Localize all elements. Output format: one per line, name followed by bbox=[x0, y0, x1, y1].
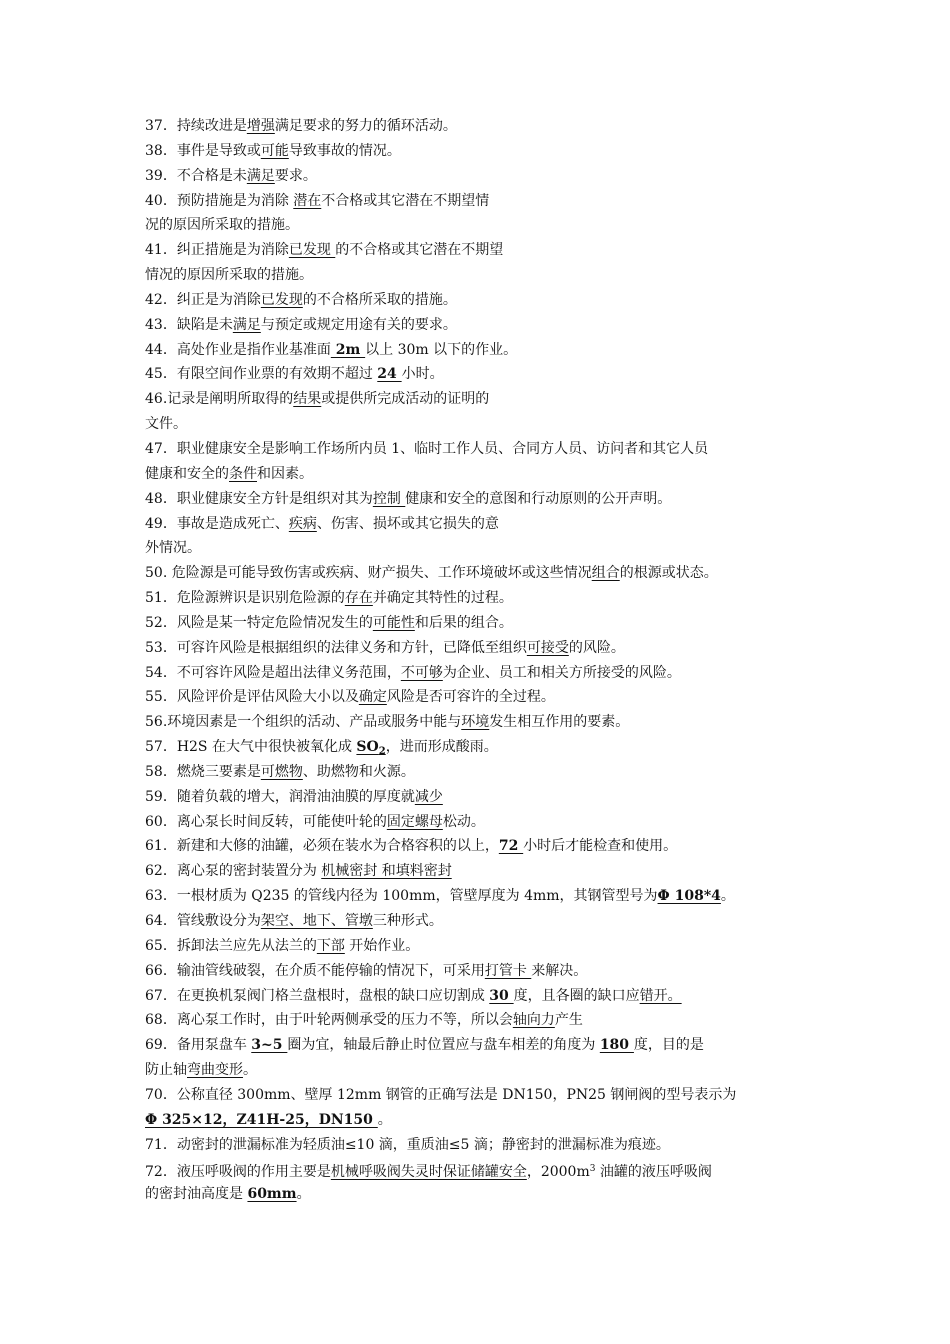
answer-blank: 机械呼吸阀失灵时保证储罐安全 bbox=[330, 1164, 527, 1181]
item-61: 61．新建和大修的油罐，必须在装水为合格容积的以上，72 小时后才能检查和使用。 bbox=[145, 838, 678, 855]
answer-blank: 满足 bbox=[232, 316, 261, 333]
item-59: 59．随着负载的增大，润滑油油膜的厚度就减少 bbox=[145, 788, 443, 805]
item-44: 44．高处作业是指作业基准面 2m 以上 30m 以下的作业。 bbox=[145, 341, 518, 358]
item-46-cont: 文件。 bbox=[145, 416, 187, 433]
item-53: 53．可容许风险是根据组织的法律义务和方针，已降低至组织可接受的风险。 bbox=[145, 639, 625, 656]
answer-blank: 潜在 bbox=[293, 192, 322, 209]
answer-blank: 可能性 bbox=[372, 614, 415, 631]
answer-blank: 已发现 bbox=[260, 291, 303, 308]
answer-blank: $SO_2$ bbox=[356, 739, 386, 758]
item-46: 46.记录是阐明所取得的结果或提供所完成活动的证明的 bbox=[145, 391, 490, 408]
answer-blank: 2m bbox=[330, 341, 366, 358]
answer-blank: 180 bbox=[599, 1037, 634, 1054]
answer-blank: 疾病 bbox=[288, 515, 317, 532]
answer-blank: 可能 bbox=[260, 142, 289, 159]
answer-blank: 架空、地下、管墩 bbox=[260, 913, 373, 929]
item-54: 54．不可容许风险是超出法律义务范围，不可够为企业、员工和相关方所接受的风险。 bbox=[145, 664, 681, 681]
answer-blank: 机械密封 和填料密封 bbox=[321, 863, 452, 880]
item-51: 51．危险源辨识是识别危险源的存在并确定其特性的过程。 bbox=[145, 590, 513, 607]
item-41: 41．纠正措施是为消除已发现 的不合格或其它潜在不期望 bbox=[145, 242, 504, 259]
item-65: 65．拆卸法兰应先从法兰的下部 开始作业。 bbox=[145, 937, 420, 954]
item-55: 55．风险评价是评估风险大小以及确定风险是否可容许的全过程。 bbox=[145, 689, 555, 706]
item-62: 62．离心泵的密封装置分为 机械密封 和填料密封 bbox=[145, 863, 452, 880]
answer-blank: Φ 108*4 bbox=[657, 888, 721, 905]
answer-blank: 固定螺母 bbox=[386, 813, 443, 830]
answer-blank: 轴向力 bbox=[512, 1012, 555, 1029]
item-69-cont: 防止轴弯曲变形。 bbox=[145, 1062, 257, 1079]
item-41-cont: 情况的原因所采取的措施。 bbox=[145, 267, 313, 284]
answer-blank: 存在 bbox=[344, 590, 373, 607]
item-50: 50. 危险源是可能导致伤害或疾病、财产损失、工作环境破坏或这些情况组合的根源或状态。 bbox=[145, 565, 718, 582]
item-57: 57．H2S 在大气中很快被氧化成 $SO_2$，进而形成酸雨。 bbox=[145, 739, 498, 758]
answer-blank: 下部 bbox=[316, 937, 345, 954]
item-56: 56.环境因素是一个组织的活动、产品或服务中能与环境发生相互作用的要素。 bbox=[145, 714, 630, 731]
answer-blank: 打管卡 bbox=[484, 962, 532, 979]
answer-blank: Φ 325×12，Z41H-25，DN150 bbox=[145, 1111, 378, 1128]
item-66: 66．输油管线破裂，在介质不能停输的情况下，可采用打管卡 来解决。 bbox=[145, 962, 588, 979]
answer-blank: 控制 bbox=[372, 490, 406, 507]
item-72-cont: 的密封油高度是 60mm。 bbox=[145, 1186, 311, 1203]
answer-blank: 可接受 bbox=[526, 639, 569, 656]
answer-blank: 条件 bbox=[229, 465, 257, 482]
item-37: 37．持续改进是增强满足要求的努力的循环活动。 bbox=[145, 118, 457, 134]
item-64: 64．管线敷设分为架空、地下、管墩三种形式。 bbox=[145, 913, 443, 929]
answer-blank: 已发现 bbox=[288, 242, 336, 259]
answer-blank: 减少 bbox=[414, 788, 443, 805]
answer-blank: 72 bbox=[498, 838, 524, 855]
item-69: 69．备用泵盘车 3~5 圈为宜，轴最后静止时位置应与盘车相差的角度为 180 度，目的是 bbox=[145, 1037, 704, 1054]
item-38: 38．事件是导致或可能导致事故的情况。 bbox=[145, 142, 401, 159]
item-40: 40．预防措施是为消除 潜在不合格或其它潜在不期望情 bbox=[145, 192, 490, 209]
item-72: 72．液压呼吸阀的作用主要是机械呼吸阀失灵时保证储罐安全，$2000m^3$ 油罐的液压呼吸阀 bbox=[145, 1164, 712, 1181]
answer-blank: 结果 bbox=[293, 391, 322, 408]
answer-blank: 错开。 bbox=[639, 987, 682, 1004]
answer-blank: 确定 bbox=[358, 689, 387, 706]
answer-blank: 3~5 bbox=[251, 1037, 288, 1054]
answer-blank: 24 bbox=[377, 366, 402, 383]
item-45: 45．有限空间作业票的有效期不超过 24 小时。 bbox=[145, 366, 444, 383]
item-68: 68．离心泵工作时，由于叶轮两侧承受的压力不等，所以会轴向力产生 bbox=[145, 1012, 583, 1029]
item-40-cont: 况的原因所采取的措施。 bbox=[145, 217, 299, 234]
answer-blank: 可燃物 bbox=[260, 763, 303, 780]
item-70-cont: Φ 325×12，Z41H-25，DN150 。 bbox=[145, 1111, 392, 1128]
item-49: 49．事故是造成死亡、疾病、伤害、损坏或其它损失的意 bbox=[145, 515, 499, 532]
item-70: 70．公称直径 300mm、壁厚 12mm 钢管的正确写法是 DN150，PN25 钢闸阀的型号表示为 bbox=[145, 1086, 737, 1103]
answer-blank: 不可够 bbox=[400, 664, 443, 681]
document-page bbox=[145, 114, 815, 1207]
item-58: 58．燃烧三要素是可燃物、助燃物和火源。 bbox=[145, 763, 415, 780]
item-71: 71．动密封的泄漏标准为轻质油≤10 滴，重质油≤5 滴；静密封的泄漏标准为痕迹。 bbox=[145, 1136, 670, 1153]
item-43: 43．缺陷是未满足与预定或规定用途有关的要求。 bbox=[145, 316, 457, 333]
item-42: 42．纠正是为消除已发现的不合格所采取的措施。 bbox=[145, 291, 457, 308]
item-39: 39．不合格是未满足要求。 bbox=[145, 167, 317, 184]
answer-blank: 满足 bbox=[246, 167, 275, 184]
item-67: 67．在更换机泵阀门格兰盘根时，盘根的缺口应切割成 30 度，且各圈的缺口应错开。 bbox=[145, 987, 682, 1004]
answer-blank: 环境 bbox=[461, 714, 490, 731]
item-48: 48．职业健康安全方针是组织对其为控制 健康和安全的意图和行动原则的公开声明。 bbox=[145, 490, 672, 507]
item-47: 47．职业健康安全是影响工作场所内员 1、临时工作人员、合同方人员、访问者和其它人员 bbox=[145, 440, 709, 457]
answer-blank: 30 bbox=[489, 987, 514, 1004]
answer-blank: 增强 bbox=[246, 118, 275, 134]
answer-blank: 60mm bbox=[247, 1186, 297, 1203]
item-47-cont: 健康和安全的条件和因素。 bbox=[145, 465, 313, 482]
item-49-cont: 外情况。 bbox=[145, 540, 201, 557]
item-60: 60．离心泵长时间反转，可能使叶轮的固定螺母松动。 bbox=[145, 813, 485, 830]
item-52: 52．风险是某一特定危险情况发生的可能性和后果的组合。 bbox=[145, 614, 513, 631]
item-63: 63．一根材质为 Q235 的管线内径为 100mm，管壁厚度为 4mm，其钢管型号为Φ 108*4。 bbox=[145, 888, 735, 905]
answer-blank: 组合 bbox=[591, 565, 620, 582]
answer-blank: 弯曲变形 bbox=[187, 1062, 243, 1079]
